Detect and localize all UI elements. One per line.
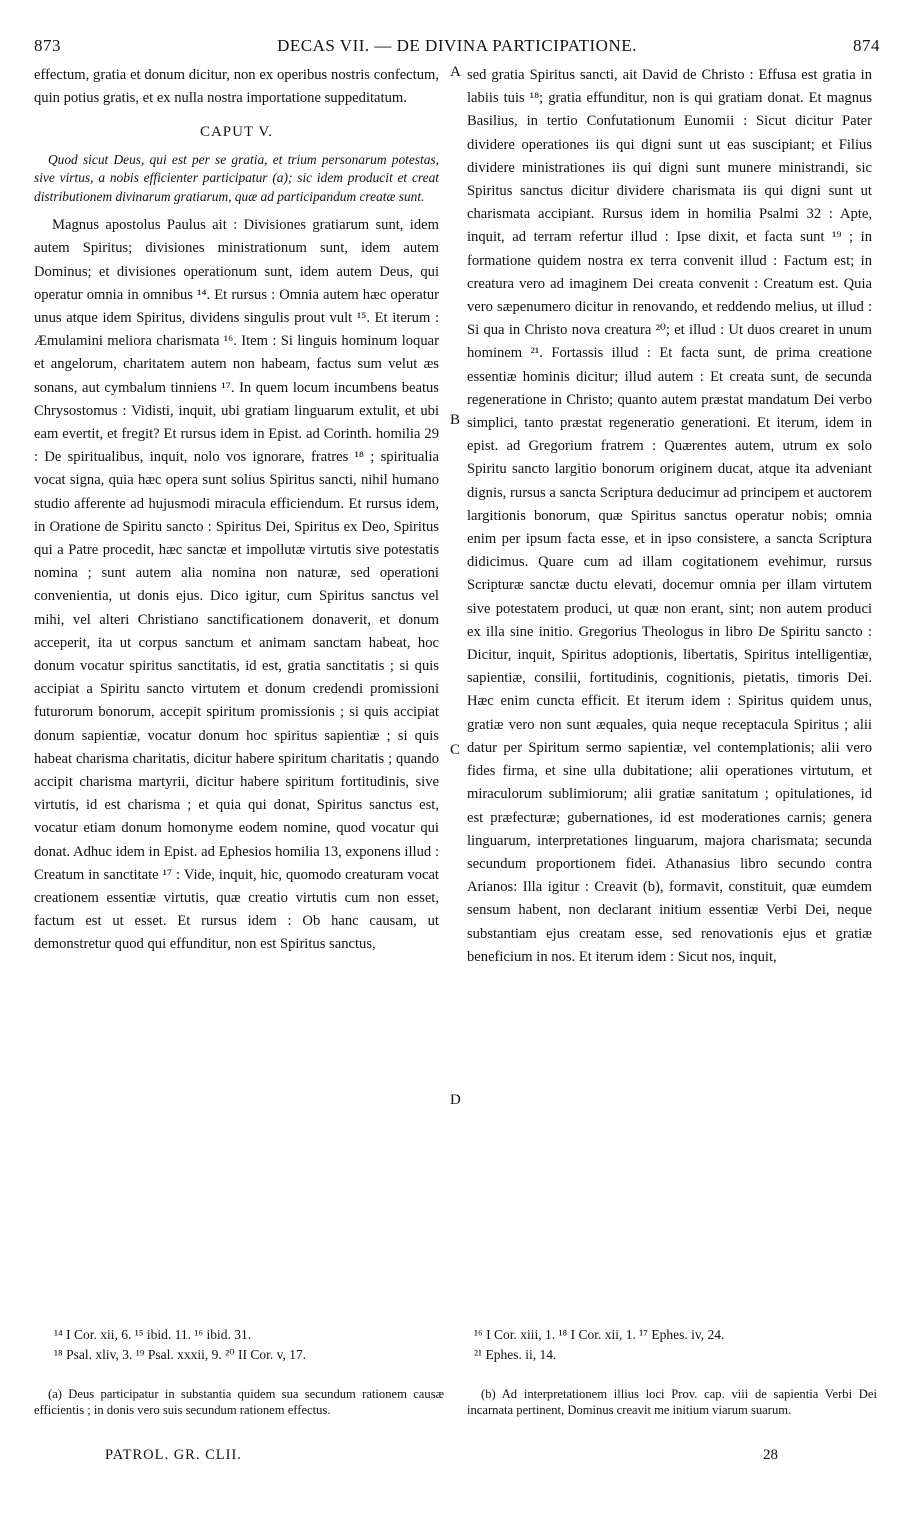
left-column [34, 64, 439, 957]
chapter-summary [34, 151, 439, 207]
page-number-left: 873 [34, 36, 61, 55]
footnote-refs-left [54, 1325, 474, 1365]
signature-mark: 28 [763, 1447, 778, 1463]
left-main-paragraph: Magnus apostolus Paulus ait : Divisiones gratiarum sunt, idem autem Spiritus; divisiones ministrationum sunt, idem autem Dominus; et divisiones operationum sunt, idem autem Deus, qui operatur omnia in omnibus ¹⁴. Et rursus : Omnia autem hæc operatur unus atque idem Spiritus, dividens singulis prout vult ¹⁵. Et iterum : Æmulamini meliora charismata ¹⁶. Item : Si linguis hominum loquar et angelorum, charitatem autem non habeam, factus sum velut æs sonans, aut cymbalum tinniens ¹⁷. In quem locum incumbens beatus Chrysostomus : Vidisti, inquit, ubi gratiam linguarum extulit, et ubi eam evertit, et fregit? Et rursus idem in Epist. ad Corinth. homilia 29 : De spiritualibus, inquit, nolo vos ignorare, fratres ¹⁸ ; spiritualia vocat signa, quia hæc opera sunt solius Spiritus sancti, nihil humano studio afferente ad hujusmodi miracula efficiendum. Et rursus idem, in Oratione de Spiritu sancto : Spiritus Dei, Spiritus ex Deo, Spiritus qui a Patre procedit, hæc sanctæ et impollutæ virtutis sive potestatis nomina ; sunt autem alia nomina non naturæ, sed operationi convenientia, ut donis ejus. Dico igitur, cum Spiritus sanctus vel mihi, vel alteri Christiano sanctificationem donaverit, et donum acceperit, ita ut corpus sanctum et animam sanctam habeat, hoc donum vocatur spiritus sanctitatis, id est, gratia sanctitatis ; si quis accipiat a Spiritu sancto virtutem et donum credendi promissioni futurorum bonorum, accepit spiritum promissionis ; si quis accipiat donum sapientiæ, vocatur donum hoc spiritus sapientiæ ; si quis habeat charisma charitatis, dicitur habere spiritum charitatis ; quando accipit charisma martyrii, dicitur habere spiritum fortitudinis, sive virtutis, id est charisma ; et quia qui donat, Spiritus sanctus est, vocatur etiam donum homonyme eodem nomine, quod vocatur qui donat. Adhuc idem in Epist. ad Ephesios homilia 13, exponens illud : Creatum in sanctitate ¹⁷ : Vide, inquit, hic, quomodo creaturam vocat creationem essentiæ virtutis, quæ creatio virtutis cum non esset, factum est ut esset. Et rursus idem : Ob hanc causam, ut demonstretur quod qui effunditur, non est Spiritus sanctus, [34, 217, 439, 953]
editor-note-a [34, 1386, 444, 1418]
footnote-line: ¹⁸ Psal. xliv, 3. ¹⁹ Psal. xxxii, 9. ²⁰ II Cor. v, 17. [54, 1347, 307, 1362]
editor-note-b-text: (b) Ad interpretationem illius loci Prov. cap. viii de sapientia Verbi Dei incarnata pertinent, Dominus creavit me initium viarum suarum. [467, 1387, 877, 1417]
editor-note-b [467, 1386, 877, 1418]
footnote-line: ²¹ Ephes. ii, 14. [474, 1347, 557, 1362]
editor-note-a-text: (a) Deus participatur in substantia quidem sua secundum rationem causæ efficientis ; in donis vero suis secundum rationem effectus. [34, 1387, 444, 1417]
left-opening-paragraph: effectum, gratia et donum dicitur, non ex operibus nostris confectum, quin potius gratis, et ex nulla nostra importatione suppeditatum. [34, 67, 439, 107]
footnote-line: ¹⁶ I Cor. xiii, 1. ¹⁸ I Cor. xii, 1. ¹⁷ Ephes. iv, 24. [474, 1327, 725, 1342]
margin-mark-d: D [450, 1092, 461, 1108]
margin-mark-a: A [450, 64, 461, 80]
running-header [34, 36, 880, 58]
chapter-heading: CAPUT V. [199, 124, 274, 141]
running-title: DECAS VII. — DE DIVINA PARTICIPATIONE. [277, 36, 637, 55]
footnote-refs-right [474, 1325, 894, 1365]
right-paragraph: sed gratia Spiritus sancti, ait David de Christo : Effusa est gratia in labiis tuis ¹⁸; gratia effunditur, non is qui gratiam donat. Et magnus Basilius, in tertio Confutationum Eunomii : Sicut dicitur Pater dividere operationes iis qui digni sunt ut eas suscipiant; et Filius dividere ministrationes iis qui digni sunt munere ministrandi, sic Spiritus sanctus dicitur dividere charismata iis qui digni sunt ut charismata accipiant. Rursus idem in homilia Psalmi 32 : Apte, inquit, ad terram refertur illud : Ipse dixit, et facta sunt ¹⁹ ; in formatione quidem nostra ex terra convenit illud : Factum est; in creatura vero ad imaginem Dei creata convenit : Creatum est. Quia vero sæpenumero dicitur in renovando, et reddendo melius, ut illud : Si qua in Christo nova creatura ²⁰; et illud : Ut duos crearet in unum hominem ²¹. Fortassis illud : Et facta sunt, de prima creatione essentiæ hominis dicitur; illud autem : Et creata sunt, de secunda regeneratione in Christo; quanto autem præstat mandatum Dei verbo simplici, tanto præstat regeneratio generationi. Et iterum, idem in epist. ad Gregorium fratrem : Quærentes autem, utrum ex solo Spiritu sancto largitio bonorum originem ducat, atque ita adveniant dignis, rursus a sancta Scriptura deducimur ad principem et auctorem largitionis bonorum, quæ Spiritus sanctus operatur nobis; omnia enim per ipsum facta esse, et in ipso consistere, a sancta Scriptura didicimus. Quare cum ad illam cogitationem evehimur, rursus Scripturæ sanctæ ductu elevati, docemur omnia per illam virtutem sive potestatem produci, ut quæ non erant, sint; non autem produci ex illa sine initio. Gregorius Theologus in libro De Spiritu sancto : Dicitur, inquit, Spiritus adoptionis, libertatis, Spiritus intelligentiæ, sapientiæ, consilii, fortitudinis, cognitionis, pietatis, timoris Dei. Hæc enim cuncta efficit. Et iterum idem : Spiritus quidem unus, gratiæ vero non sunt æquales, quia neque receptacula Spiritus ; alii datur per Spiritum sermo sapientiæ, vel contemplationis; alii vero fides firma, et sine ulla dubitatione; alii operationes virtutum, et miraculorum sublimiorum; alii gratiæ sanitatum ; opitulationes, id est præfecturæ; gubernationes, id est moderationes carnis; genera linguarum, interpretationes linguarum, majora charismata; secunda secundum proportionem fidei. Athanasius libro secundo contra Arianos: Illa igitur : Creavit (b), formavit, constituit, quæ eumdem sensum habent, non declarant initium essentiæ Verbi Dei, neque substantiam ejus creatam esse, sed renovationis ejus et gratiæ beneficium in nos. Et iterum idem : Sicut nos, inquit, [467, 67, 872, 965]
page-number-right: 874 [853, 36, 880, 55]
margin-mark-c: C [450, 742, 461, 758]
chapter-summary-text: Quod sicut Deus, qui est per se gratia, et trium personarum potestas, sive virtus, a nobis efficienter participatur (a); sic idem producit et creat distributionem divinarum gratiarum, quæ ad participandum creatæ sunt. [34, 151, 439, 204]
footnote-line: ¹⁴ I Cor. xii, 6. ¹⁵ ibid. 11. ¹⁶ ibid. 31. [54, 1327, 252, 1342]
right-column [467, 64, 872, 969]
series-imprint: PATROL. GR. CLII. [105, 1447, 242, 1463]
margin-mark-b: B [450, 412, 461, 428]
